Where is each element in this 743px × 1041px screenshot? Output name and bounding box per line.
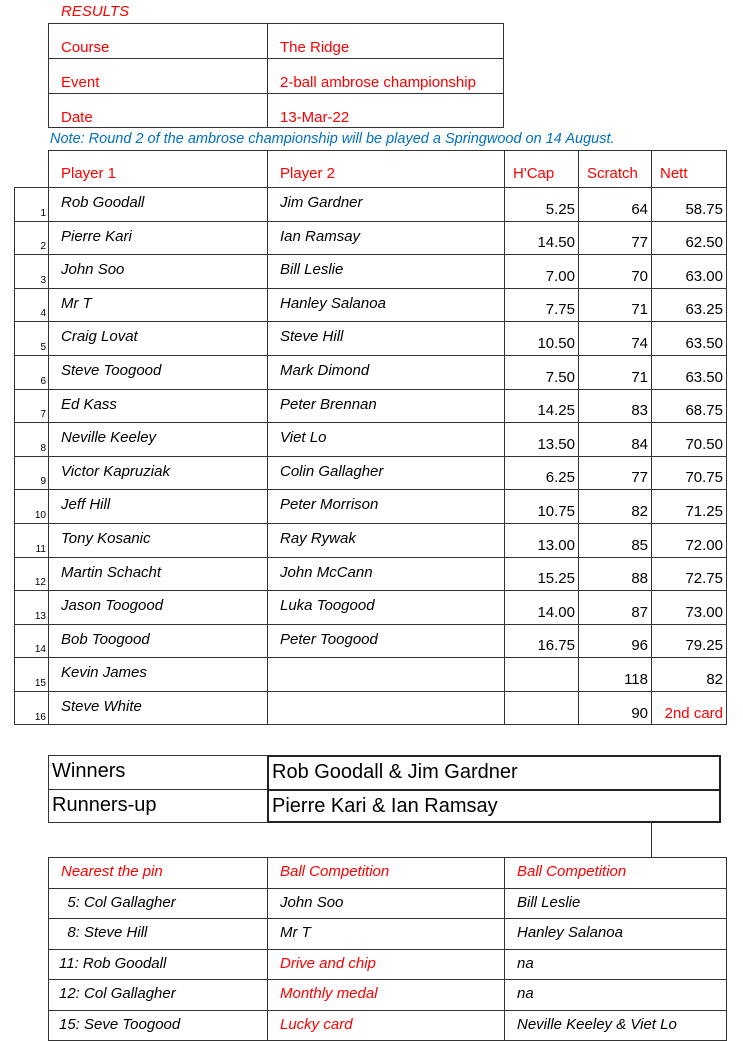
info-value: The Ridge	[267, 23, 504, 58]
cell-scratch: 90	[578, 691, 651, 725]
divider-line	[651, 822, 652, 857]
row-number: 8	[14, 422, 48, 456]
row-number: 6	[14, 355, 48, 389]
cell-scratch: 82	[578, 489, 651, 523]
row-number: 13	[14, 590, 48, 624]
cell-p1: Jeff Hill	[48, 489, 267, 523]
cell-nett: 63.00	[651, 254, 727, 288]
cell-hcap: 14.25	[504, 389, 578, 422]
cell-nett: 82	[651, 657, 727, 691]
cell-nett: 63.50	[651, 355, 727, 389]
prize-cell-c3: na	[504, 979, 727, 1010]
cell-p1: Bob Toogood	[48, 624, 267, 657]
cell-nett: 63.25	[651, 288, 727, 321]
cell-scratch: 74	[578, 321, 651, 355]
cell-nett: 68.75	[651, 389, 727, 422]
cell-scratch: 84	[578, 422, 651, 456]
cell-nett: 62.50	[651, 221, 727, 254]
info-label: Date	[48, 93, 267, 128]
cell-nett: 71.25	[651, 489, 727, 523]
cell-scratch: 87	[578, 590, 651, 624]
row-number: 14	[14, 624, 48, 657]
cell-p1: Neville Keeley	[48, 422, 267, 456]
prize-cell-c2: Lucky card	[267, 1010, 504, 1041]
row-number: 11	[14, 523, 48, 557]
cell-p2: Jim Gardner	[267, 187, 504, 221]
row-number: 1	[14, 187, 48, 221]
cell-hcap: 10.50	[504, 321, 578, 355]
prize-header: Nearest the pin	[48, 857, 267, 888]
header-hcap: H'Cap	[504, 150, 578, 187]
cell-p2: Peter Brennan	[267, 389, 504, 422]
header-player1: Player 1	[48, 150, 267, 187]
cell-p2: Viet Lo	[267, 422, 504, 456]
info-value: 13-Mar-22	[267, 93, 504, 128]
cell-hcap: 15.25	[504, 557, 578, 590]
cell-nett: 63.50	[651, 321, 727, 355]
prize-cell-c1: 12: Col Gallagher	[48, 979, 267, 1010]
note-text: Note: Round 2 of the ambrose championship will be played a Springwood on 14 August.	[50, 131, 615, 147]
cell-p1: Ed Kass	[48, 389, 267, 422]
cell-scratch: 71	[578, 288, 651, 321]
prize-cell-c1: 8: Steve Hill	[48, 918, 267, 949]
prize-cell-c3: Bill Leslie	[504, 888, 727, 918]
info-label: Course	[48, 23, 267, 58]
prize-cell-c2: Drive and chip	[267, 949, 504, 979]
prize-cell-c1: 5: Col Gallagher	[48, 888, 267, 918]
cell-hcap: 7.00	[504, 254, 578, 288]
cell-p1: Pierre Kari	[48, 221, 267, 254]
results-title: RESULTS	[61, 3, 130, 20]
cell-scratch: 77	[578, 221, 651, 254]
cell-nett: 2nd card	[651, 691, 727, 725]
cell-hcap: 16.75	[504, 624, 578, 657]
cell-scratch: 64	[578, 187, 651, 221]
cell-hcap: 5.25	[504, 187, 578, 221]
prize-cell-c1: 15: Seve Toogood	[48, 1010, 267, 1041]
cell-p2: Bill Leslie	[267, 254, 504, 288]
cell-p1: Tony Kosanic	[48, 523, 267, 557]
prize-cell-c3: Hanley Salanoa	[504, 918, 727, 949]
cell-hcap: 14.00	[504, 590, 578, 624]
row-number: 4	[14, 288, 48, 321]
cell-scratch: 71	[578, 355, 651, 389]
cell-p2: Peter Morrison	[267, 489, 504, 523]
prize-cell-c2: Monthly medal	[267, 979, 504, 1010]
cell-p2: Colin Gallagher	[267, 456, 504, 489]
row-number: 16	[14, 691, 48, 725]
header-player2: Player 2	[267, 150, 504, 187]
row-number: 7	[14, 389, 48, 422]
cell-nett: 58.75	[651, 187, 727, 221]
cell-p2: Steve Hill	[267, 321, 504, 355]
cell-hcap: 7.75	[504, 288, 578, 321]
row-number: 3	[14, 254, 48, 288]
row-number: 5	[14, 321, 48, 355]
row-number: 9	[14, 456, 48, 489]
cell-hcap: 6.25	[504, 456, 578, 489]
prize-cell-c1: 11: Rob Goodall	[48, 949, 267, 979]
award-value: Pierre Kari & Ian Ramsay	[267, 789, 721, 823]
cell-p1: Jason Toogood	[48, 590, 267, 624]
cell-scratch: 96	[578, 624, 651, 657]
cell-p1: John Soo	[48, 254, 267, 288]
cell-p2: Ray Rywak	[267, 523, 504, 557]
cell-scratch: 70	[578, 254, 651, 288]
row-number: 12	[14, 557, 48, 590]
cell-p1: Kevin James	[48, 657, 267, 691]
cell-p1: Rob Goodall	[48, 187, 267, 221]
cell-nett: 72.00	[651, 523, 727, 557]
cell-hcap: 13.50	[504, 422, 578, 456]
prize-header: Ball Competition	[504, 857, 727, 888]
award-value: Rob Goodall & Jim Gardner	[267, 755, 721, 789]
row-number: 15	[14, 657, 48, 691]
cell-hcap: 10.75	[504, 489, 578, 523]
cell-hcap: 14.50	[504, 221, 578, 254]
cell-hcap	[504, 657, 578, 691]
cell-scratch: 118	[578, 657, 651, 691]
info-value: 2-ball ambrose championship	[267, 58, 504, 93]
cell-p1: Steve Toogood	[48, 355, 267, 389]
cell-p2: Ian Ramsay	[267, 221, 504, 254]
row-number: 2	[14, 221, 48, 254]
cell-p2: John McCann	[267, 557, 504, 590]
cell-nett: 70.75	[651, 456, 727, 489]
header-scratch: Scratch	[578, 150, 651, 187]
prize-cell-c2: John Soo	[267, 888, 504, 918]
cell-p1: Craig Lovat	[48, 321, 267, 355]
cell-nett: 79.25	[651, 624, 727, 657]
cell-nett: 70.50	[651, 422, 727, 456]
cell-p2: Luka Toogood	[267, 590, 504, 624]
cell-hcap	[504, 691, 578, 725]
award-label: Winners	[48, 755, 267, 789]
row-number: 10	[14, 489, 48, 523]
cell-p1: Mr T	[48, 288, 267, 321]
cell-scratch: 88	[578, 557, 651, 590]
cell-p2: Peter Toogood	[267, 624, 504, 657]
prize-header: Ball Competition	[267, 857, 504, 888]
cell-scratch: 85	[578, 523, 651, 557]
cell-p2	[267, 691, 504, 725]
cell-p2: Hanley Salanoa	[267, 288, 504, 321]
cell-p1: Steve White	[48, 691, 267, 725]
cell-hcap: 13.00	[504, 523, 578, 557]
prize-cell-c3: Neville Keeley & Viet Lo	[504, 1010, 727, 1041]
info-label: Event	[48, 58, 267, 93]
cell-p2: Mark Dimond	[267, 355, 504, 389]
cell-p2	[267, 657, 504, 691]
cell-p1: Victor Kapruziak	[48, 456, 267, 489]
cell-nett: 72.75	[651, 557, 727, 590]
cell-p1: Martin Schacht	[48, 557, 267, 590]
cell-hcap: 7.50	[504, 355, 578, 389]
cell-nett: 73.00	[651, 590, 727, 624]
cell-scratch: 77	[578, 456, 651, 489]
cell-scratch: 83	[578, 389, 651, 422]
header-nett: Nett	[651, 150, 727, 187]
prize-cell-c2: Mr T	[267, 918, 504, 949]
award-label: Runners-up	[48, 789, 267, 823]
prize-cell-c3: na	[504, 949, 727, 979]
